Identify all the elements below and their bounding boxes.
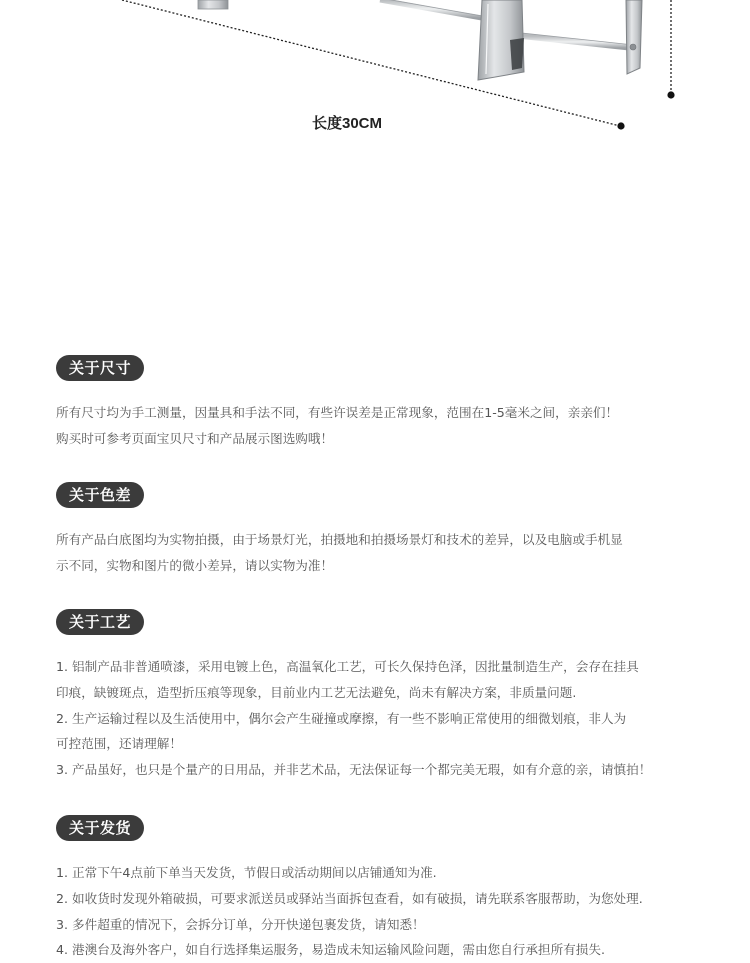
section-title-size: 关于尺寸 [56,355,144,381]
section-color-difference [56,482,716,579]
section-title-color-difference: 关于色差 [56,482,144,508]
hanger-rod-lower [522,36,634,48]
section-body-color-difference [56,527,716,579]
section-shipping [56,815,716,963]
section-title-shipping: 关于发货 [56,815,144,841]
section-body-shipping [56,860,716,963]
section-body-craftsmanship [56,654,716,783]
text-line: 所有产品白底图均为实物拍摄，由于场景灯光，拍摄地和拍摄场景灯和技术的差异，以及电脑或手机显 [56,532,623,547]
length-dimension-endpoint [617,122,624,129]
text-line: 所有尺寸均为手工测量，因量具和手法不同，有些许误差是正常现象，范围在1-5毫米之间，亲亲们！ [56,405,619,420]
text-line: 4. 港澳台及海外客户，如自行选择集运服务，易造成未知运输风险问题，需由您自行承担所有损失. [56,942,605,958]
text-line: 购买时可参考页面宝贝尺寸和产品展示图选购哦！ [56,430,334,446]
length-dimension-label: 长度30CM [311,115,382,132]
text-line: 2. 如收货时发现外箱破损，可要求派送员或驿站当面拆包查看，如有破损，请先联系客服帮助，为您处理. [56,890,643,906]
text-line: 印痕，缺镀斑点，造型折压痕等现象，目前业内工艺无法避免，尚未有解决方案，非质量问题. [56,684,577,700]
section-craftsmanship [56,609,716,783]
section-body-size [56,400,716,452]
text-line: 示不同，实物和图片的微小差异，请以实物为准！ [56,557,334,573]
end-cap-rivet [630,44,636,50]
text-line: 3. 产品虽好，也只是个量产的日用品，并非艺术品，无法保证每一个都完美无瑕，如有介意的亲，请慎拍！ [56,762,652,778]
left-clip-fragment [198,0,228,9]
text-line: 1. 铝制产品非普通喷漆，采用电镀上色，高温氧化工艺，可长久保持色泽，因批量制造生产，会存在挂具 [56,659,639,674]
right-clip-inner [510,38,524,70]
hanger-rod-upper [380,0,482,18]
length-dimension-line [122,0,620,126]
text-line: 3. 多件超重的情况下，会拆分订单，分开快递包裹发货，请知悉！ [56,916,425,932]
section-title-craftsmanship: 关于工艺 [56,609,144,635]
section-size [56,355,716,452]
height-dimension-endpoint [667,91,674,98]
text-line: 2. 生产运输过程以及生活使用中，偶尔会产生碰撞或摩擦，有一些不影响正常使用的细微划痕，非人为 [56,710,627,726]
text-line: 1. 正常下午4点前下单当天发货，节假日或活动期间以店铺通知为准. [56,865,437,880]
hanger-end-cap [626,0,642,74]
text-line: 可控范围，还请理解！ [56,736,182,752]
